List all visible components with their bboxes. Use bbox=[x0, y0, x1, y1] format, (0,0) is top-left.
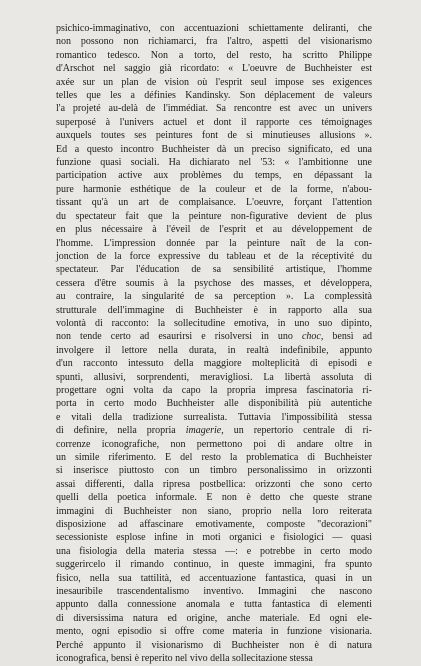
text-line: di definire, nella propria imagerie, un repertorio centrale di ri- bbox=[56, 425, 373, 437]
text-line: au contraire, la singularité de sa perception ». La complessità bbox=[56, 291, 372, 303]
text-line: l'homme. L'impression donnée par la peinture naît de la con- bbox=[56, 237, 372, 249]
text-line: l'a projeté au-delà de l'immédiat. Sa rencontre est avec un univers bbox=[56, 103, 372, 115]
text-line: una fisiologia della materia stessa —: e potrebbe in certo modo bbox=[56, 545, 372, 557]
text-line: axée sur un plan de vision où l'esprit seul impose ses exigences bbox=[56, 76, 372, 88]
text-line: psichico-immaginativo, con accentuazioni schiettamente deliranti, che bbox=[56, 23, 372, 34]
text-line: suggerircelo il rimando continuo, in queste immagini, fra spunto bbox=[56, 559, 372, 571]
text-line: inesauribile trascendentalismo inventivo. Immagini che nascono bbox=[56, 586, 372, 598]
text-line: cessera d'être soumis à la psychose des masses, et développera, bbox=[56, 277, 372, 289]
text-line: telles que les a définies Kandinsky. Son déplacement de valeurs bbox=[56, 90, 372, 102]
text-line: du spectateur fait que la peinture non-figurative devient de plus bbox=[56, 210, 372, 222]
text-line: non tende certo ad esaurirsi e risolversi in uno choc, bensì ad bbox=[56, 331, 373, 343]
text-line: superposé à l'univers actuel et dont il rapporte ces témoignages bbox=[56, 116, 372, 128]
text-line: si inserisce piuttosto con un timbro personalissimo in orizzonti bbox=[56, 465, 372, 477]
text-line: secessioniste esplose infine in moti organici e fisiologici — quasi bbox=[56, 532, 372, 544]
text-line: participation active aux problèmes du temps, en dépassant la bbox=[56, 170, 372, 182]
text-line: spectateur. Par l'éducation de sa sensibilité artistique, l'homme bbox=[56, 264, 372, 276]
text-line: e vitali della tradizione surrealista. Tuttavia l'impossibilità stessa bbox=[56, 411, 372, 423]
text-line: porta in certo modo Buchheister alle disponibilità più autentiche bbox=[56, 398, 372, 410]
text-line: disposizione ad affascinare emotivamente, composte "decorazioni" bbox=[56, 519, 372, 531]
text-line: un simile riferimento. E del resto la problematica di Buchheister bbox=[56, 452, 372, 463]
text-line: pure harmonie esthétique de la couleur et de la forme, n'abou- bbox=[56, 183, 372, 195]
text-line: mento, ogni episodio si offre come materia in funzione visionaria. bbox=[56, 626, 372, 638]
text-line: iconografica, bensì è reperito nel vivo della sollecitazione stessa bbox=[56, 653, 313, 665]
text-line: immagini di Buchheister non siano, proprio nella loro reiterata bbox=[56, 505, 372, 517]
text-line: Perché appunto il visionarismo di Buchheister non è di natura bbox=[56, 639, 372, 651]
text-line: spunti, allusivi, sorprendenti, meravigliosi. La libertà assoluta di bbox=[56, 371, 372, 383]
text-line: strutturale dell'immagine di Buchheister è in rapporto alla sua bbox=[56, 304, 372, 316]
text-line: funzione quasi sociali. Ha dichiarato nel '53: « l'ambitionne une bbox=[56, 157, 372, 169]
text-line: d'un racconto intessuto della maggiore molteplicità di episodi e bbox=[56, 358, 372, 370]
text-line: involgere il lettore nella durata, in realtà indefinibile, appunto bbox=[56, 344, 372, 356]
text-line: auxquels toutes ses peintures font de si minutieuses allusions ». bbox=[56, 130, 372, 142]
text-line: progettare ogni volta da capo la propria impresa fascinatoria ri- bbox=[56, 384, 372, 396]
text-line: fisico, nella sua tattilità, ed accentuazione fantastica, quasi in un bbox=[56, 572, 372, 584]
text-line: tissant qu'à un art de complaisance. L'oeuvre, forçant l'attention bbox=[56, 197, 372, 209]
text-line: non possono non richiamarci, fra l'altro, aspetti del visionarismo bbox=[56, 36, 372, 48]
text-line: assai differenti, dalla ripresa postbellica: orizzonti che sono certo bbox=[56, 478, 372, 490]
body-text bbox=[56, 22, 372, 666]
text-line: romantico tedesco. Non a torto, del resto, ha scritto Philippe bbox=[56, 49, 372, 61]
text-line: jonction de la force expressive du tableau et de la réceptivité du bbox=[56, 250, 372, 262]
text-line: Ed a questo incontro Buchheister dà un preciso significato, ed una bbox=[56, 143, 372, 155]
text-line: en plus nécessaire à l'éveil de l'esprit et au développement de bbox=[56, 224, 372, 236]
text-line: correnze iconografiche, non permettono poi di andare oltre in bbox=[56, 438, 372, 450]
text-line: d'Arschot nel saggio già ricordato: « L'oeuvre de Buchheister est bbox=[56, 63, 372, 75]
text-line: di diversissima natura ed origine, anche materiale. Ed ogni ele- bbox=[56, 612, 372, 624]
text-line: quelli della poetica informale. E non è detto che queste strane bbox=[56, 492, 372, 504]
text-line: volontà di racconto: la sollecitudine emotiva, in uno suo dipinto, bbox=[56, 317, 372, 329]
text-line: appunto dalla connessione anomala e tutta fantastica di elementi bbox=[56, 599, 372, 611]
